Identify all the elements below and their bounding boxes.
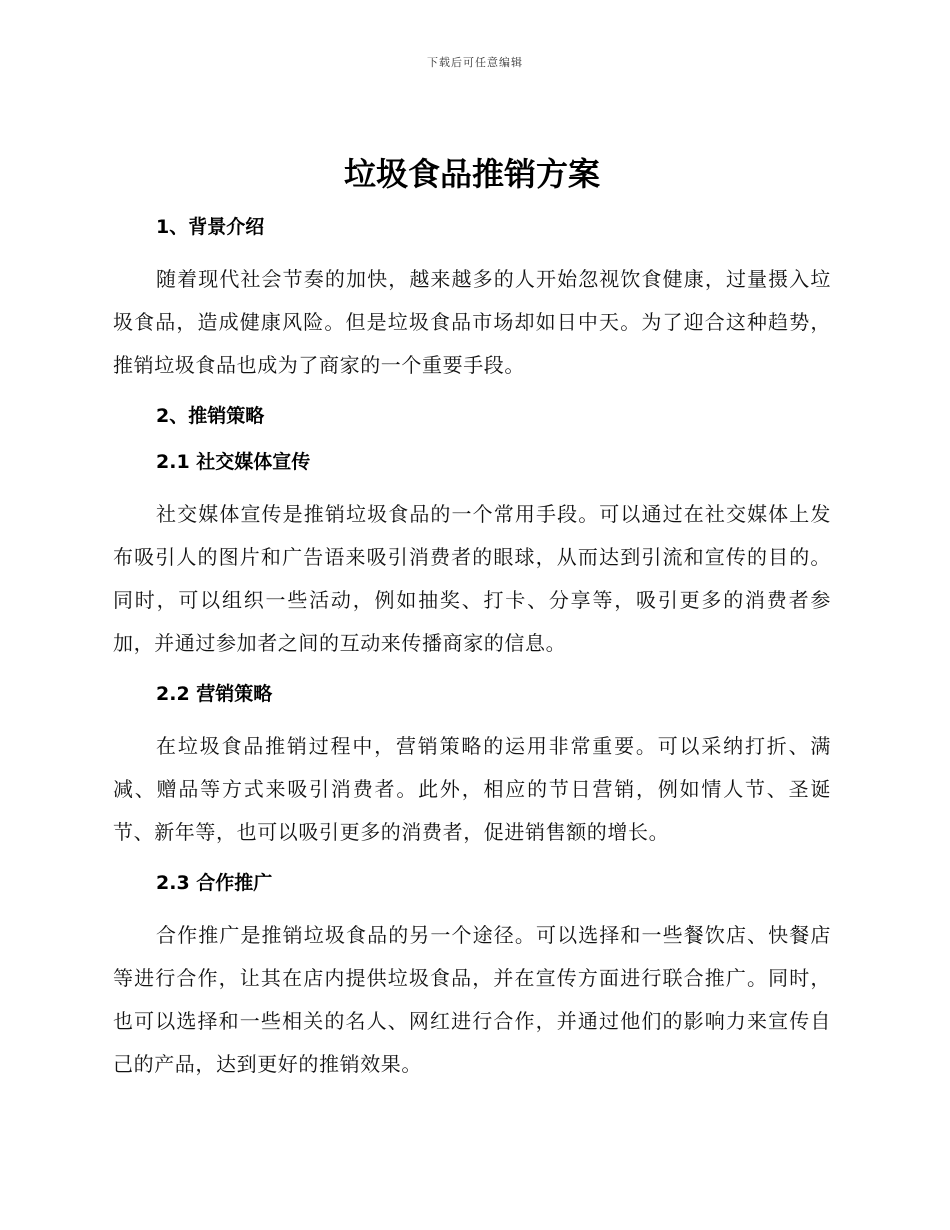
section-heading-cooperation: 2.3 合作推广 bbox=[156, 872, 273, 894]
section-heading-background: 1、背景介绍 bbox=[156, 216, 265, 238]
section-heading-social-media: 2.1 社交媒体宣传 bbox=[156, 451, 311, 473]
section-heading-marketing: 2.2 营销策略 bbox=[156, 683, 273, 705]
document-body bbox=[113, 148, 831, 1086]
section-paragraph-background: 随着现代社会节奏的加快，越来越多的人开始忽视饮食健康，过量摄入垃圾食品，造成健康风险。但是垃圾食品市场却如日中天。为了迎合这种趋势，推销垃圾食品也成为了商家的一个重要手段。 bbox=[113, 267, 831, 377]
page-header-note: 下载后可任意编辑 bbox=[427, 56, 523, 69]
section-paragraph-cooperation: 合作推广是推销垃圾食品的另一个途径。可以选择和一些餐饮店、快餐店等进行合作，让其在店内提供垃圾食品，并在宣传方面进行联合推广。同时，也可以选择和一些相关的名人、网红进行合作，并通过他们的影响力来宣传自己的产品，达到更好的推销效果。 bbox=[113, 923, 831, 1076]
section-paragraph-marketing: 在垃圾食品推销过程中，营销策略的运用非常重要。可以采纳打折、满减、赠品等方式来吸引消费者。此外，相应的节日营销，例如情人节、圣诞节、新年等，也可以吸引更多的消费者，促进销售额的增长。 bbox=[113, 734, 831, 844]
section-heading-strategy: 2、推销策略 bbox=[156, 405, 265, 427]
document-title: 垃圾食品推销方案 bbox=[343, 155, 600, 193]
section-paragraph-social-media: 社交媒体宣传是推销垃圾食品的一个常用手段。可以通过在社交媒体上发布吸引人的图片和广告语来吸引消费者的眼球，从而达到引流和宣传的目的。同时，可以组织一些活动，例如抽奖、打卡、分享等，吸引更多的消费者参加，并通过参加者之间的互动来传播商家的信息。 bbox=[113, 502, 831, 655]
